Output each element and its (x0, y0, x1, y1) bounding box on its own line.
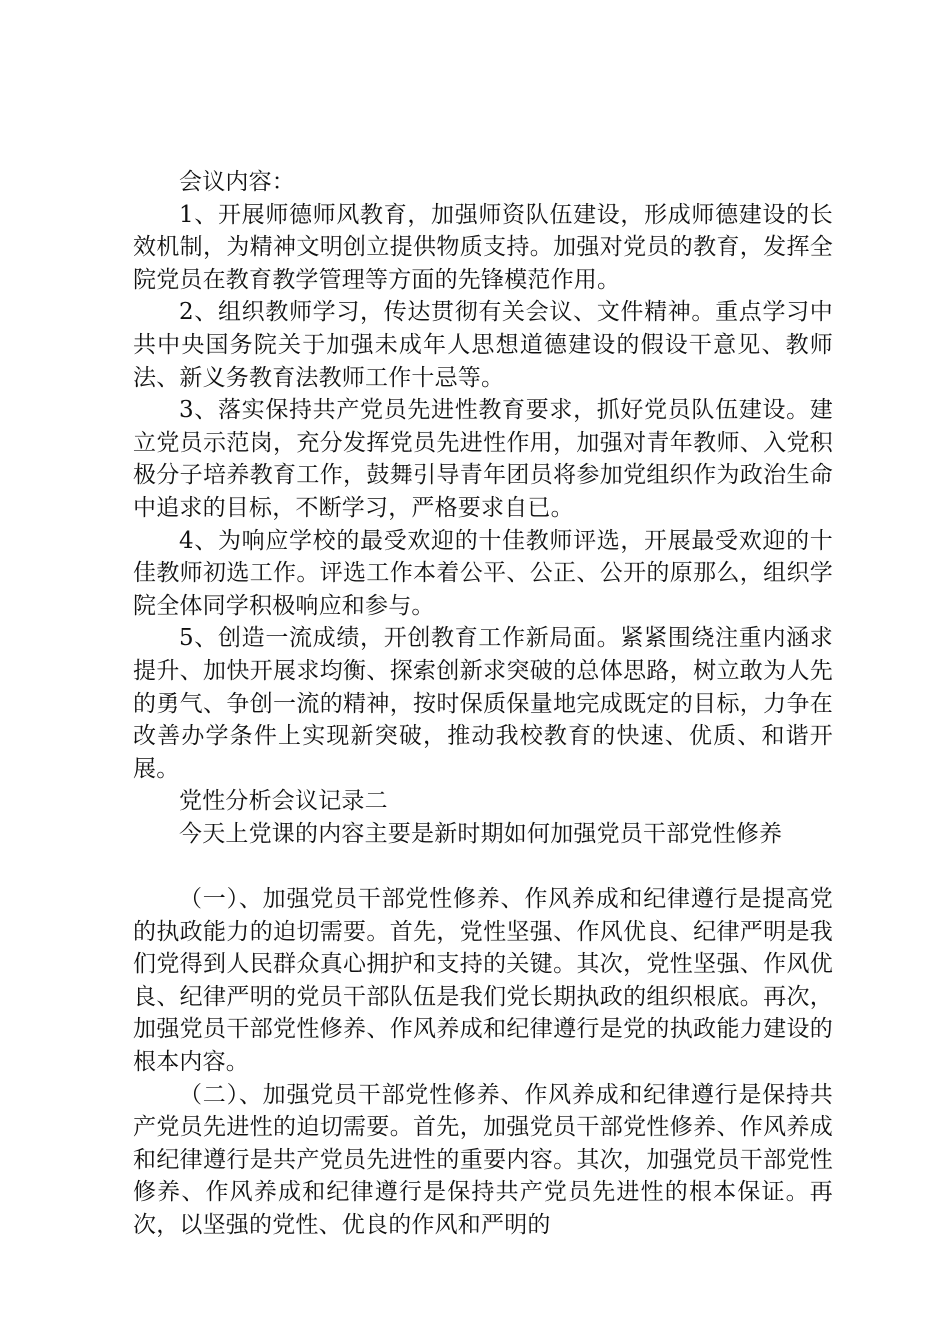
meeting-content-heading: 会议内容： (179, 169, 295, 195)
paragraph-item-3: 3、落实保持共产党员先进性教育要求，抓好党员队伍建设。建立党员示范岗，充分发挥党员先进性作用，加强对青年教师、入党积极分子培养教育工作，鼓舞引导青年团员将参加党组织作为政治生命中追求的目标，不断学习，严格要求自已。 (133, 397, 833, 521)
paragraph-item-2: 2、组织教师学习，传达贯彻有关会议、文件精神。重点学习中共中央国务院关于加强未成年人思想道德建设的假设干意见、教师法、新义务教育法教师工作十忌等。 (133, 299, 833, 391)
blank-line (133, 850, 833, 883)
document-body (133, 166, 833, 1242)
lesson-intro: 今天上党课的内容主要是新时期如何加强党员干部党性修养 (179, 820, 783, 847)
paragraph-item-4: 4、为响应学校的最受欢迎的十佳教师评选，开展最受欢迎的十佳教师初选工作。评选工作本着公平、公正、公开的原那么，组织学院全体同学积极响应和参与。 (133, 527, 833, 619)
paragraph-part-1: （一）、加强党员干部党性修养、作风养成和纪律遵行是提高党的执政能力的迫切需要。首先，党性坚强、作风优良、纪律严明是我们党得到人民群众真心拥护和支持的关键。其次，党性坚强、作风优良、纪律严明的党员干部队伍是我们党长期执政的组织根底。再次，加强党员干部党性修养、作风养成和纪律遵行是党的执政能力建设的根本内容。 (133, 886, 833, 1076)
paragraph-item-5: 5、创造一流成绩，开创教育工作新局面。紧紧围绕注重内涵求提升、加快开展求均衡、探索创新求突破的总体思路，树立敢为人先的勇气、争创一流的精神，按时保质保量地完成既定的目标，力争在改善办学条件上实现新突破，推动我校教育的快速、优质、和谐开展。 (133, 625, 833, 782)
paragraph-part-2: （二）、加强党员干部党性修养、作风养成和纪律遵行是保持共产党员先进性的迫切需要。首先，加强党员干部党性修养、作风养成和纪律遵行是共产党员先进性的重要内容。其次，加强党员干部党性修养、作风养成和纪律遵行是保持共产党员先进性的根本保证。再次，以坚强的党性、优良的作风和严明的 (133, 1081, 833, 1238)
section-title: 党性分析会议记录二 (179, 788, 388, 815)
paragraph-item-1: 1、开展师德师风教育，加强师资队伍建设，形成师德建设的长效机制，为精神文明创立提供物质支持。加强对党员的教育，发挥全院党员在教育教学管理等方面的先锋模范作用。 (133, 201, 833, 293)
